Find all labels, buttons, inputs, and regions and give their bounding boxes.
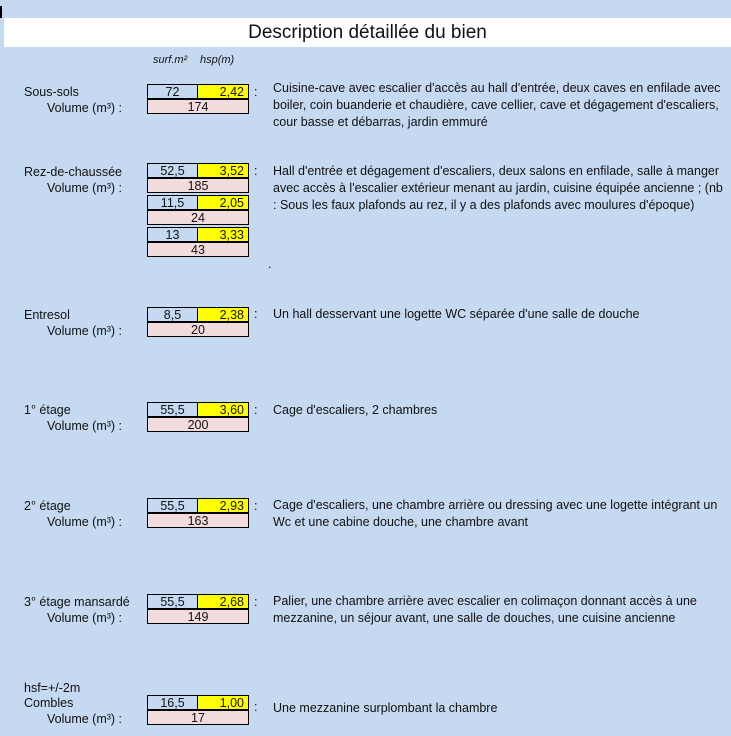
description-combles: Une mezzanine surplombant la chambre xyxy=(273,701,498,715)
volume-cell[interactable]: 200 xyxy=(147,417,249,432)
volume-label: Volume (m³) : xyxy=(47,181,123,195)
height-cell[interactable]: 2,42 xyxy=(197,84,249,99)
room-label-entresol: Entresol xyxy=(24,308,70,322)
volume-cell[interactable]: 24 xyxy=(147,210,249,225)
volume-cell[interactable]: 185 xyxy=(147,178,249,193)
surface-cell[interactable]: 72 xyxy=(147,84,198,99)
surface-cell[interactable]: 8,5 xyxy=(147,307,198,322)
height-cell[interactable]: 2,93 xyxy=(197,498,249,513)
top-bar xyxy=(0,0,731,5)
room-label-combles: Combles xyxy=(24,696,74,710)
volume-label: Volume (m³) : xyxy=(47,611,123,625)
volume-label: Volume (m³) : xyxy=(47,712,123,726)
surface-cell[interactable]: 11,5 xyxy=(147,195,198,210)
stray-dot: . xyxy=(268,257,272,271)
description-entresol: Un hall desservant une logette WC séparée d'une salle de douche xyxy=(273,307,640,321)
height-cell[interactable]: 2,05 xyxy=(197,195,249,210)
volume-cell[interactable]: 174 xyxy=(147,99,249,114)
room-label-1er-etage: 1° étage xyxy=(24,403,71,417)
height-cell[interactable]: 2,38 xyxy=(197,307,249,322)
page-title: Description détaillée du bien xyxy=(4,18,731,47)
surface-cell[interactable]: 16,5 xyxy=(147,695,198,710)
height-cell[interactable]: 3,33 xyxy=(197,227,249,242)
volume-cell[interactable]: 17 xyxy=(147,710,249,725)
room-label-2e-etage: 2° étage xyxy=(24,499,71,513)
height-cell[interactable]: 1,00 xyxy=(197,695,249,710)
colon: : xyxy=(254,595,258,609)
description-sous-sols: Cuisine-cave avec escalier d'accès au hall d'entrée, deux caves en enfilade avec boiler, coin buanderie et chaudière, cave cellier, cave et dégagement d'escaliers, cour basse et débarras, jardin emmuré xyxy=(273,81,721,129)
colon: : xyxy=(254,85,258,99)
description-3e-etage: Palier, une chambre arrière avec escalier en colimaçon donnant accès à une mezzanine, un séjour avant, une salle de douches, une cuisine ancienne xyxy=(273,594,697,625)
room-label-3e-etage-mansarde: 3° étage mansardé xyxy=(24,595,130,609)
colon: : xyxy=(254,307,258,321)
volume-label: Volume (m³) : xyxy=(47,419,123,433)
surface-cell[interactable]: 55,5 xyxy=(147,498,198,513)
room-label-sous-sols: Sous-sols xyxy=(24,85,79,99)
colon: : xyxy=(254,499,258,513)
height-cell[interactable]: 3,52 xyxy=(197,163,249,178)
height-cell[interactable]: 3,60 xyxy=(197,402,249,417)
description-2e-etage: Cage d'escaliers, une chambre arrière ou dressing avec une logette intégrant un Wc et une cabine douche, une chambre avant xyxy=(273,498,718,529)
surface-cell[interactable]: 55,5 xyxy=(147,402,198,417)
volume-cell[interactable]: 149 xyxy=(147,609,249,624)
height-cell[interactable]: 2,68 xyxy=(197,594,249,609)
colon: : xyxy=(254,403,258,417)
colon: : xyxy=(254,700,258,714)
room-label-rez-de-chaussee: Rez-de-chaussée xyxy=(24,165,122,179)
volume-cell[interactable]: 163 xyxy=(147,513,249,528)
column-header-hsp: hsp(m) xyxy=(200,54,235,66)
surface-cell[interactable]: 55,5 xyxy=(147,594,198,609)
volume-label: Volume (m³) : xyxy=(47,515,123,529)
volume-label: Volume (m³) : xyxy=(47,324,123,338)
description-1er-etage: Cage d'escaliers, 2 chambres xyxy=(273,403,438,417)
volume-cell[interactable]: 20 xyxy=(147,322,249,337)
surface-cell[interactable]: 52,5 xyxy=(147,163,198,178)
description-rez-de-chaussee: Hall d'entrée et dégagement d'escaliers, deux salons en enfilade, salle à manger avec accès à l'escalier extérieur menant au jardin, cuisine équipée ancienne ; (nb : Sous les faux plafonds au rez, il y a des plafonds avec moulures d'époque) xyxy=(273,164,723,212)
surface-cell[interactable]: 13 xyxy=(147,227,198,242)
text-cursor xyxy=(0,6,2,18)
hsf-note: hsf=+/-2m xyxy=(24,681,81,695)
column-header-surface: surf.m² xyxy=(153,54,188,66)
volume-label: Volume (m³) : xyxy=(47,101,123,115)
colon: : xyxy=(254,164,258,178)
volume-cell[interactable]: 43 xyxy=(147,242,249,257)
